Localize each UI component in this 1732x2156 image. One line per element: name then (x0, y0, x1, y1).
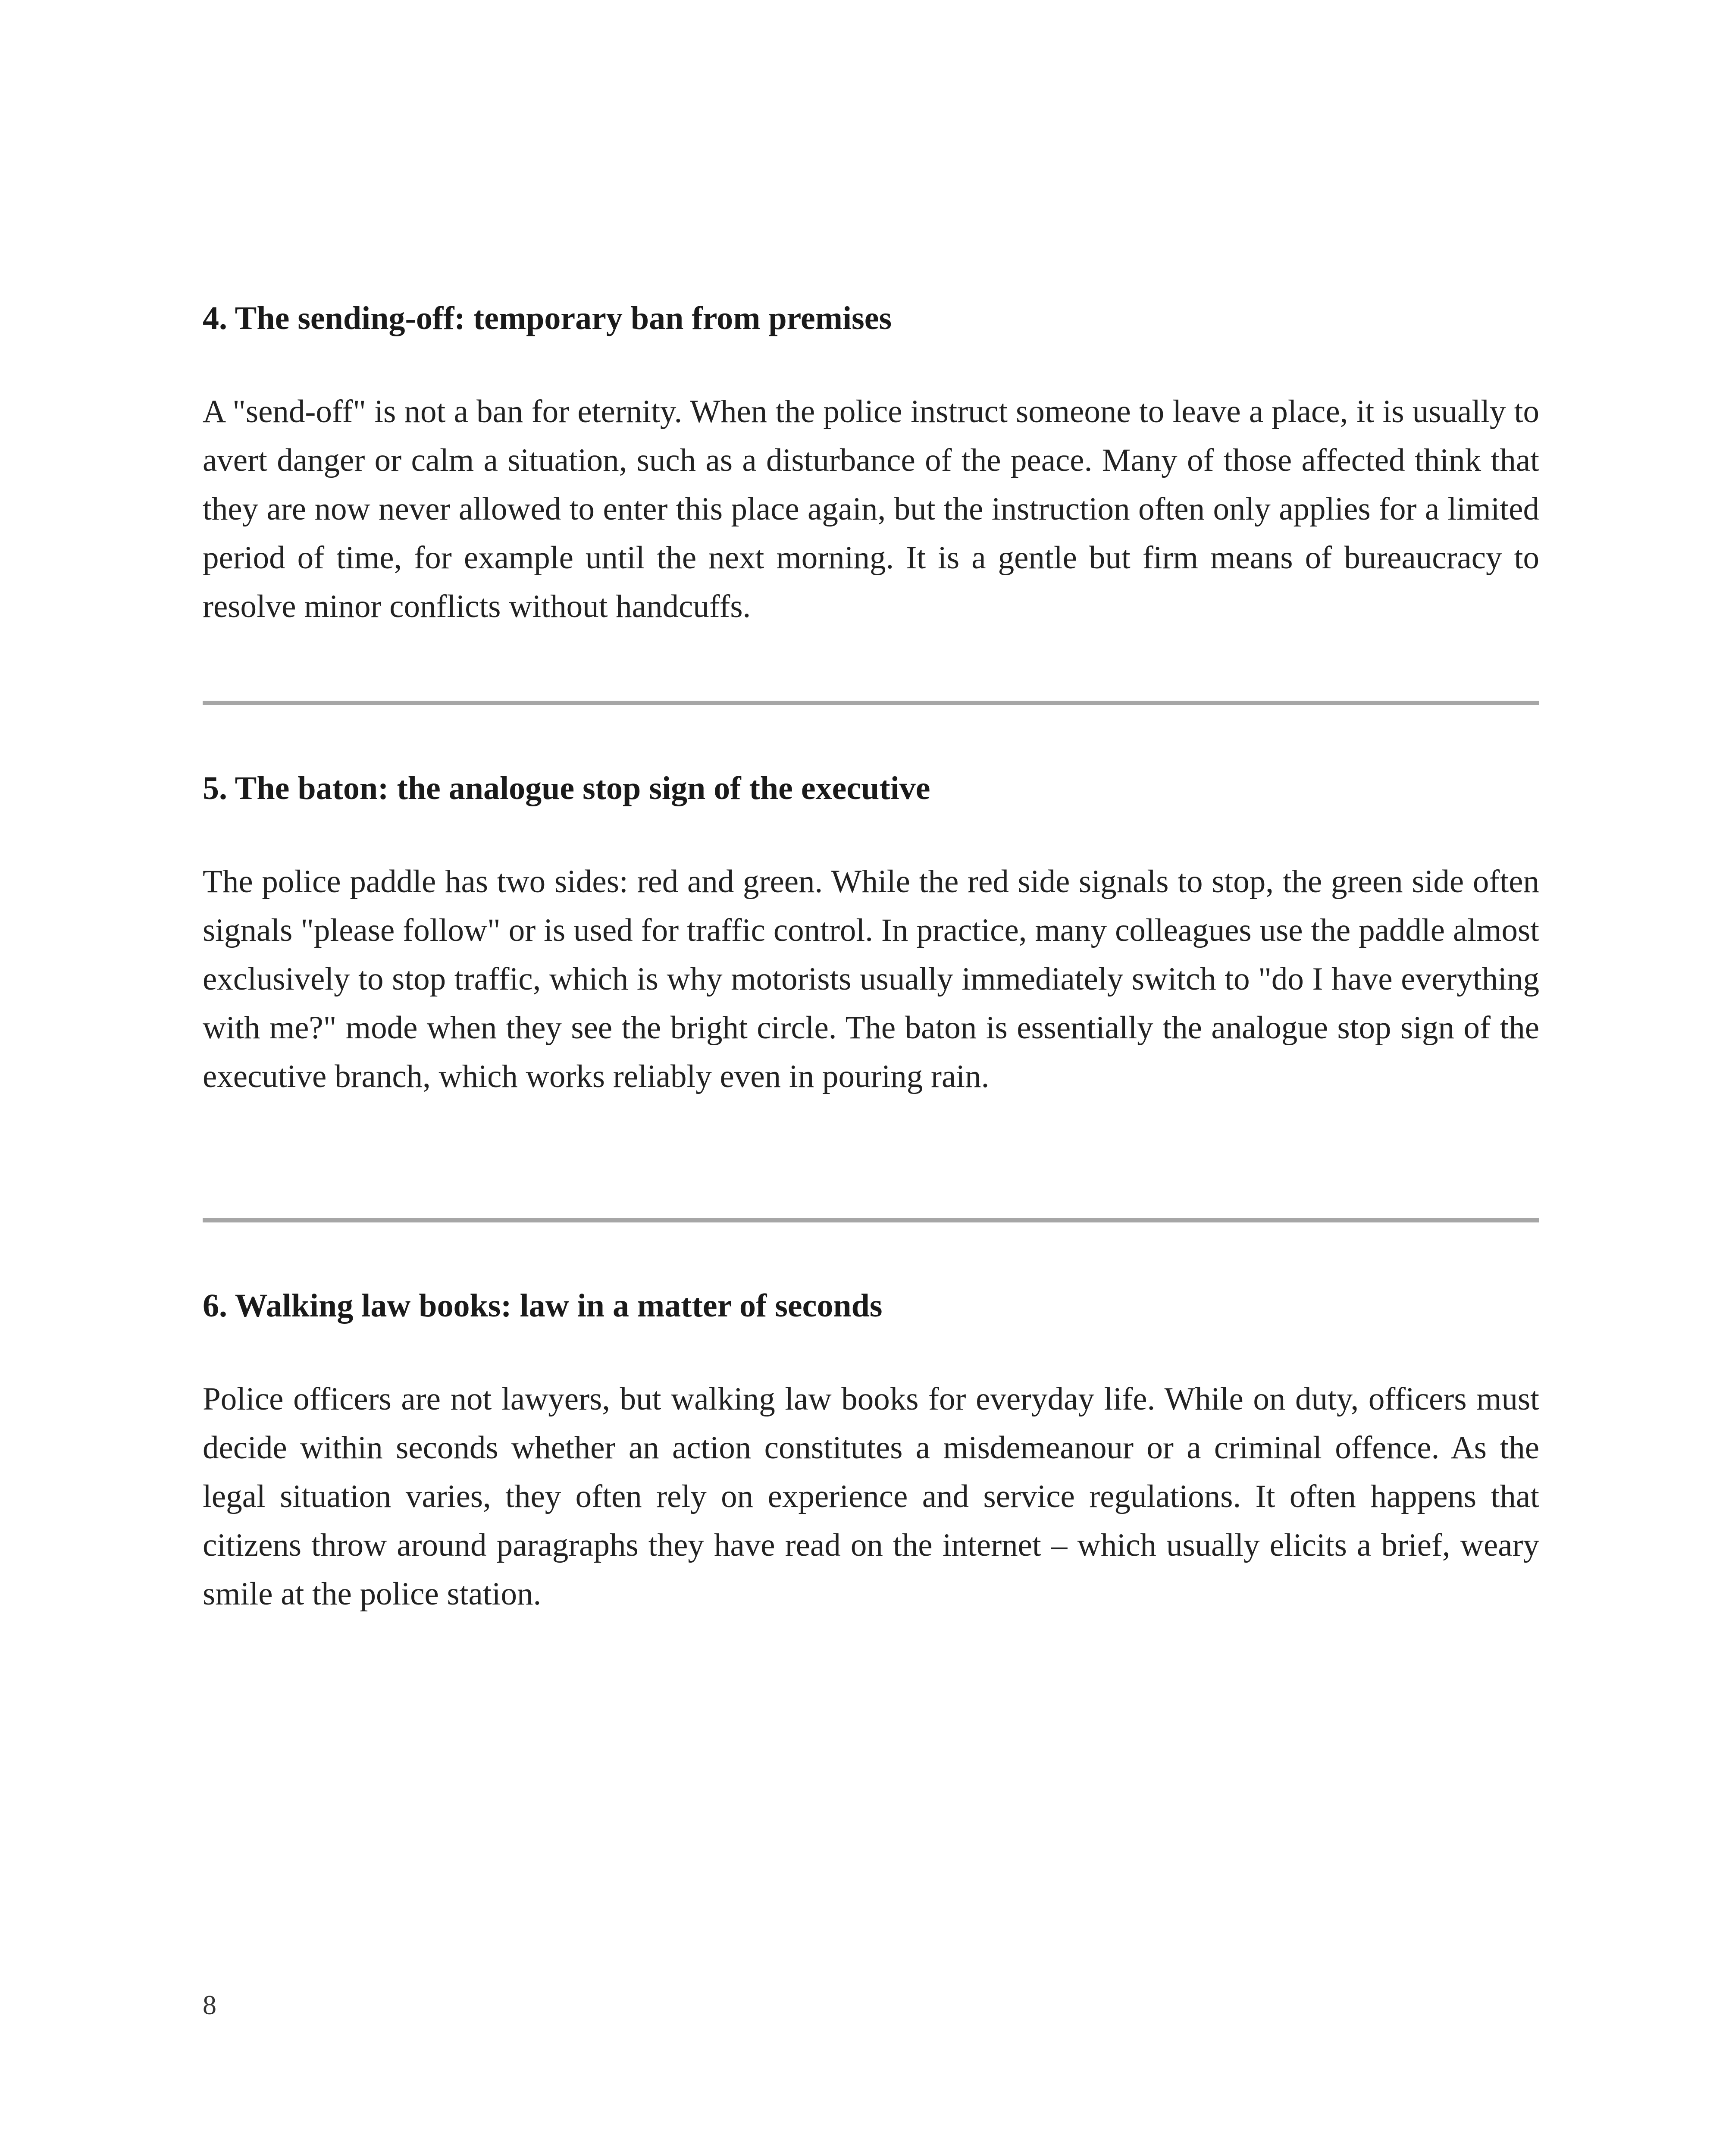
section-heading: 6. Walking law books: law in a matter of seconds (203, 1288, 883, 1324)
section-law-books (203, 1285, 1539, 1618)
page-number: 8 (203, 1990, 216, 2020)
section-body: Police officers are not lawyers, but walking law books for everyday life. While on duty, officers must decide within seconds whether an action constitutes a misdemeanour or a criminal offence. As the legal situation varies, they often rely on experience and service regulations. It often happens that citizens throw around paragraphs they have read on the internet – which usually elicits a brief, weary smile at the police station. (203, 1381, 1539, 1612)
section-baton (203, 768, 1539, 1101)
section-heading: 4. The sending-off: temporary ban from premises (203, 300, 892, 336)
section-heading: 5. The baton: the analogue stop sign of the executive (203, 770, 930, 806)
section-divider (203, 1218, 1539, 1222)
section-send-off (203, 298, 1539, 631)
section-divider (203, 701, 1539, 705)
section-body: The police paddle has two sides: red and green. While the red side signals to stop, the green side often signals "please follow" or is used for traffic control. In practice, many colleagues use the paddle almost exclusively to stop traffic, which is why motorists usually immediately switch to "do I have everything with me?" mode when they see the bright circle. The baton is essentially the analogue stop sign of the executive branch, which works reliably even in pouring rain. (203, 864, 1539, 1094)
section-body: A "send-off" is not a ban for eternity. When the police instruct someone to leave a place, it is usually to avert danger or calm a situation, such as a disturbance of the peace. Many of those affected think that they are now never allowed to enter this place again, but the instruction often only applies for a limited period of time, for example until the next morning. It is a gentle but firm means of bureaucracy to resolve minor conflicts without handcuffs. (203, 394, 1539, 624)
